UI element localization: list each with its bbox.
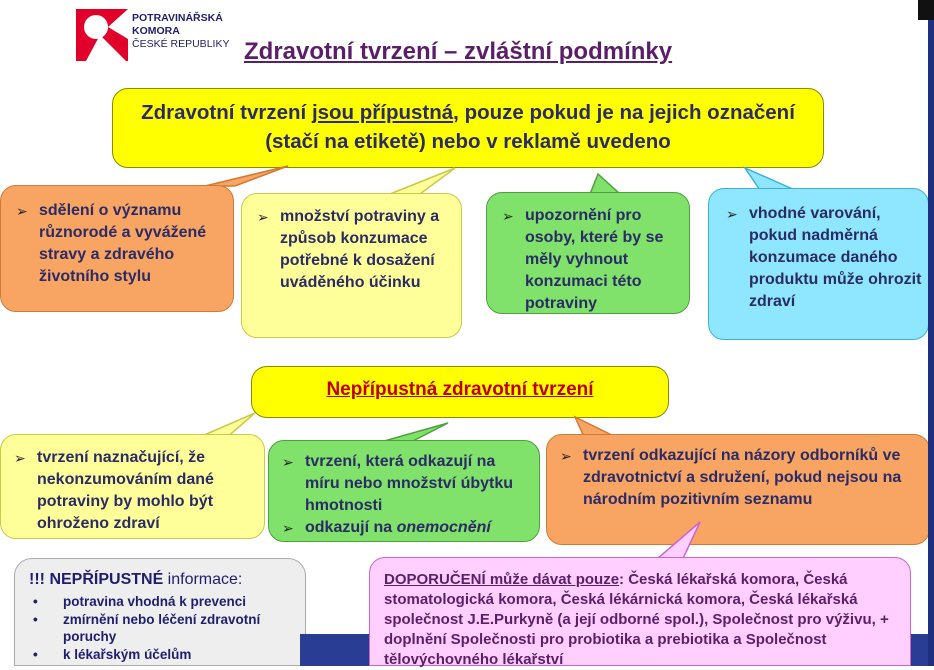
logo-line-2: KOMORA [132, 25, 180, 37]
callout-green [486, 192, 690, 314]
negative-box-green [268, 440, 540, 542]
recommendation-text: : Česká lékařská komora, Česká stomatologická komora, Česká lékárnická komora, Česká lékařská společnost J.E.Purkyně (a její odborné spol.), Společnost pro výživu, + doplnění Společnosti pro probiotika a prebiotika a Společnost tělovýchovného lékařství [384, 571, 889, 668]
logo-line-3: ČESKÉ REPUBLIKY [132, 38, 230, 50]
negative-box-orange [546, 434, 930, 545]
callout-item: ➢ množství potraviny a způsob konzumace potřebné k dosažení uváděného účinku [250, 206, 453, 294]
callout-cyan [708, 188, 929, 340]
callout-light-yellow [241, 193, 462, 338]
callout-item: ➢ upozornění pro osoby, které by se měly vyhnout konzumaci této potraviny [495, 205, 683, 315]
forbidden-info-box [14, 558, 306, 666]
right-edge-bar [928, 0, 934, 666]
negative-item-text: odkazují na [305, 519, 397, 536]
recommendation-label: DOPORUČENÍ může dávat pouze [384, 571, 620, 588]
corner-mark [918, 0, 934, 20]
forbidden-info-heading [29, 569, 297, 591]
main-statement-part-3: , pouze pokud je na jejich označení (stačí na etiketě) nebo v reklamě uvedeno [265, 101, 795, 153]
forbidden-item: • potravina vhodná k prevenci [29, 593, 297, 611]
negative-item: ➢ tvrzení naznačující, že nekonzumováním dané potraviny by mohlo být ohroženo zdraví [7, 447, 258, 535]
negative-item: ➢ tvrzení odkazující na názory odborníků ve zdravotnictví a sdružení, pokud nejsou na národním pozitivním seznamu [553, 445, 923, 511]
forbidden-suffix: informace: [163, 571, 243, 588]
main-statement-part-1: Zdravotní tvrzení [141, 101, 312, 124]
forbidden-bold: NEPŘÍPUSTNÉ [49, 571, 164, 588]
logo-text [132, 12, 229, 51]
callout-orange [0, 185, 234, 312]
logo [76, 9, 246, 65]
section-heading: Nepřípustná zdravotní tvrzení [326, 379, 594, 400]
logo-line-1: POTRAVINÁŘSKÁ [132, 12, 223, 24]
page-title: Zdravotní tvrzení – zvláštní podmínky [244, 38, 673, 65]
callout-item: ➢ vhodné varování, pokud nadměrná konzumace daného produktu může ohrozit zdraví [719, 203, 922, 313]
negative-box-yellow [0, 434, 265, 539]
main-statement-emphasis: jsou přípustná [311, 101, 454, 124]
forbidden-item: • k lékařským účelům [29, 646, 297, 664]
forbidden-item: • zmírnění nebo léčení zdravotní poruchy [29, 611, 297, 646]
negative-item: ➢ tvrzení, která odkazují na míru nebo množství úbytku hmotnosti [275, 451, 533, 517]
main-statement-box [112, 88, 824, 168]
forbidden-prefix: !!! [29, 571, 50, 588]
callout-item: ➢ sdělení o významu různorodé a vyvážené stravy a zdravého životního stylu [9, 200, 223, 288]
negative-item [275, 517, 533, 539]
logo-mark-icon [76, 9, 128, 61]
negative-item-emphasis: onemocnění [396, 519, 491, 536]
recommendation-box [369, 557, 911, 666]
